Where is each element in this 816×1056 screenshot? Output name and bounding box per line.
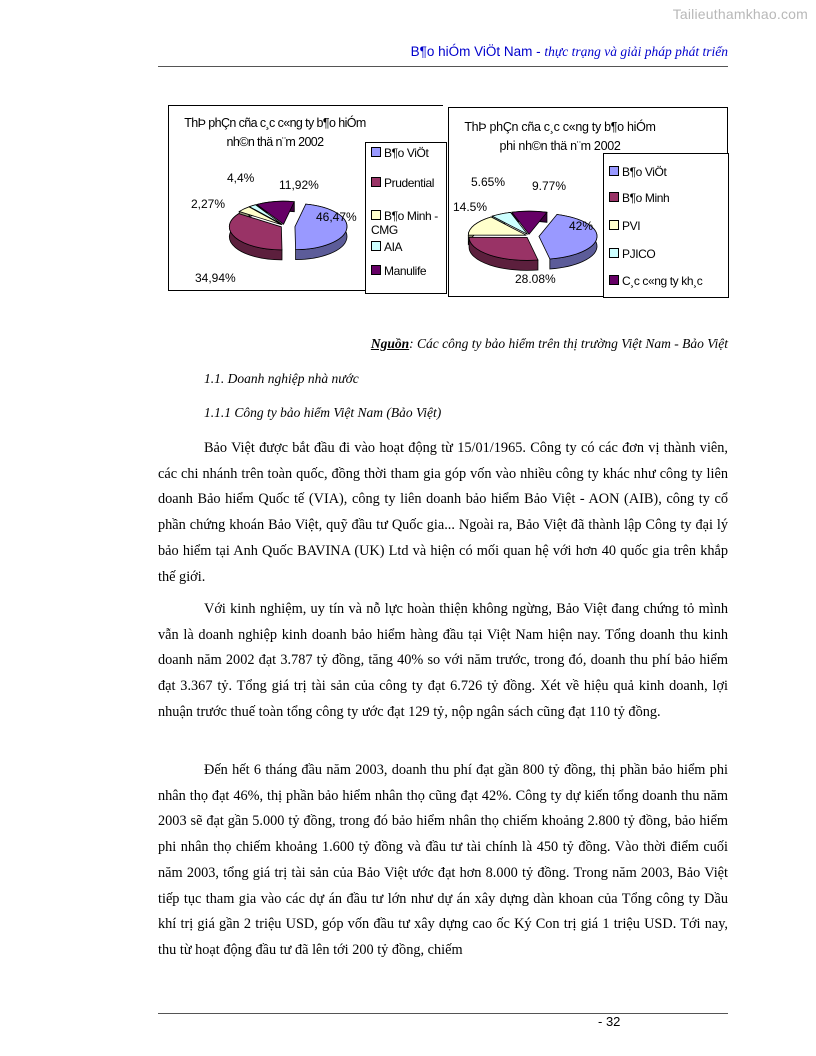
chart-title: ThÞ phÇn cña c¸c c«ng ty b¶o hiÓm phi nh©n thä n¨m 2002 <box>464 120 656 153</box>
subsection-heading: 1.1.1 Công ty bảo hiểm Việt Nam (Bảo Việt) <box>204 405 442 420</box>
source-text: : Các công ty bảo hiểm trên thị trường Việt Nam - Bảo Việt <box>409 336 728 351</box>
source-note <box>158 336 728 352</box>
legend-label: PVI <box>622 219 641 233</box>
chart-legend <box>365 142 447 294</box>
legend-label: B¶o Minh - CMG <box>371 209 438 237</box>
legend-swatch <box>609 166 619 176</box>
section-heading: 1.1. Doanh nghiệp nhà nước <box>204 371 359 386</box>
legend-label: B¶o ViÖt <box>384 146 429 160</box>
pie-data-label: 5.65% <box>471 175 506 189</box>
legend-label: PJICO <box>622 247 656 261</box>
pie-data-label: 42% <box>569 219 594 233</box>
legend-swatch <box>371 241 381 251</box>
legend-swatch <box>371 177 381 187</box>
legend-label: AIA <box>384 240 403 254</box>
legend-swatch <box>609 275 619 285</box>
pie-data-label: 34,94% <box>195 271 236 285</box>
legend-item <box>371 209 447 237</box>
legend-label: C¸c c«ng ty kh¸c <box>622 274 703 288</box>
source-label: Nguồn <box>370 336 410 351</box>
paragraph: Đến hết 6 tháng đầu năm 2003, doanh thu phí đạt gần 800 tỷ đồng, thị phần bảo hiểm phi nhân thọ đạt 46%, thị phần bảo hiểm nhân thọ cũng đạt 42%. Công ty dự kiến tổng doanh thu năm 2003 sẽ đạt gần 5.000 tỷ đồng, trong đó bảo hiểm nhân thọ chiếm khoảng 2.800 tỷ đồng, bảo hiểm phi nhân thọ chiếm khoảng 1.600 tỷ đồng và đầu tư tài chính là 450 tỷ đồng. Vào thời điểm cuối năm 2003, tổng giá trị tài sản của Bảo Việt ước đạt hơn 8.000 tỷ đồng. Trong năm 2003, Bảo Việt tiếp tục tham gia vào các dự án đầu tư lớn như dự án xây dựng dàn khoan của Tổng công ty Dầu khí trị giá gần 2 triệu USD, góp vốn đầu tư xây dựng cao ốc Ký Con trị giá 1 triệu USD. Tới nay, thu từ hoạt động đầu tư đã lên tới 200 tỷ đồng, chiếm <box>158 762 728 958</box>
legend-item <box>609 220 640 233</box>
header-left-text: B¶o hiÓm ViÖt Nam - <box>410 44 545 59</box>
pie-data-label: 2,27% <box>191 197 226 211</box>
legend-item <box>371 177 434 190</box>
footer-rule <box>158 1013 728 1014</box>
life-insurance-pie-chart <box>168 105 443 291</box>
pie-data-label: 4,4% <box>227 171 255 185</box>
pie-data-label: 11,92% <box>279 178 319 192</box>
non-life-insurance-pie-chart <box>448 107 728 297</box>
legend-swatch <box>371 147 381 157</box>
legend-item <box>371 147 428 160</box>
legend-item <box>609 248 655 261</box>
legend-swatch <box>371 265 381 275</box>
pie-data-label: 9.77% <box>532 179 567 193</box>
header-right-text: thực trạng và giải pháp phát triển <box>544 44 728 59</box>
page-number: - 32 <box>598 1014 621 1029</box>
legend-item <box>609 275 702 288</box>
running-header <box>158 44 728 60</box>
pie-data-label: 28.08% <box>515 272 556 286</box>
legend-item <box>609 166 666 179</box>
chart-title: ThÞ phÇn cña c¸c c«ng ty b¶o hiÓm nh©n thä n¨m 2002 <box>184 116 366 149</box>
watermark: Tailieuthamkhao.com <box>672 6 808 22</box>
legend-label: B¶o Minh <box>622 191 670 205</box>
legend-item <box>371 241 402 254</box>
pie-data-label: 46,47% <box>316 210 357 224</box>
legend-label: Prudential <box>384 176 435 190</box>
legend-label: B¶o ViÖt <box>622 165 667 179</box>
legend-swatch <box>609 220 619 230</box>
legend-swatch <box>609 192 619 202</box>
legend-swatch <box>371 210 381 220</box>
pie-data-label: 14.5% <box>453 200 488 214</box>
paragraph: Bảo Việt được bắt đầu đi vào hoạt động từ 15/01/1965. Công ty có các đơn vị thành viên, các chi nhánh trên toàn quốc, đồng thời tham gia góp vốn vào nhiều công ty khác như công ty liên doanh Bảo hiểm Quốc tế (VIA), công ty liên doanh bảo hiểm Bảo Việt - AON (AIB), công ty cổ phần chứng khoán Bảo Việt, quỹ đầu tư Quốc gia... Ngoài ra, Bảo Việt đã thành lập Công ty đại lý bảo hiểm tại Anh Quốc BAVINA (UK) Ltd và hiện có mối quan hệ với hơn 40 quốc gia trên khắp thế giới. <box>158 440 728 585</box>
legend-item <box>609 192 669 205</box>
header-rule <box>158 66 728 67</box>
paragraph: Với kinh nghiệm, uy tín và nỗ lực hoàn thiện không ngừng, Bảo Việt đang chứng tỏ mình vẫn là doanh nghiệp kinh doanh bảo hiểm hàng đầu tại Việt Nam hiện nay. Tổng doanh thu kinh doanh năm 2002 đạt 3.787 tỷ đồng, tăng 40% so với năm trước, trong đó, doanh thu phí bảo hiểm đạt 3.367 tỷ. Tổng giá trị tài sản của công ty đạt 6.726 tỷ đồng. Xét về hiệu quả kinh doanh, lợi nhuận trước thuế toàn tổng công ty ước đạt 129 tỷ, nộp ngân sách cũng đạt 110 tỷ đồng. <box>158 601 728 720</box>
legend-label: Manulife <box>384 264 427 278</box>
chart-legend <box>603 153 729 298</box>
legend-swatch <box>609 248 619 258</box>
legend-item <box>371 265 426 278</box>
